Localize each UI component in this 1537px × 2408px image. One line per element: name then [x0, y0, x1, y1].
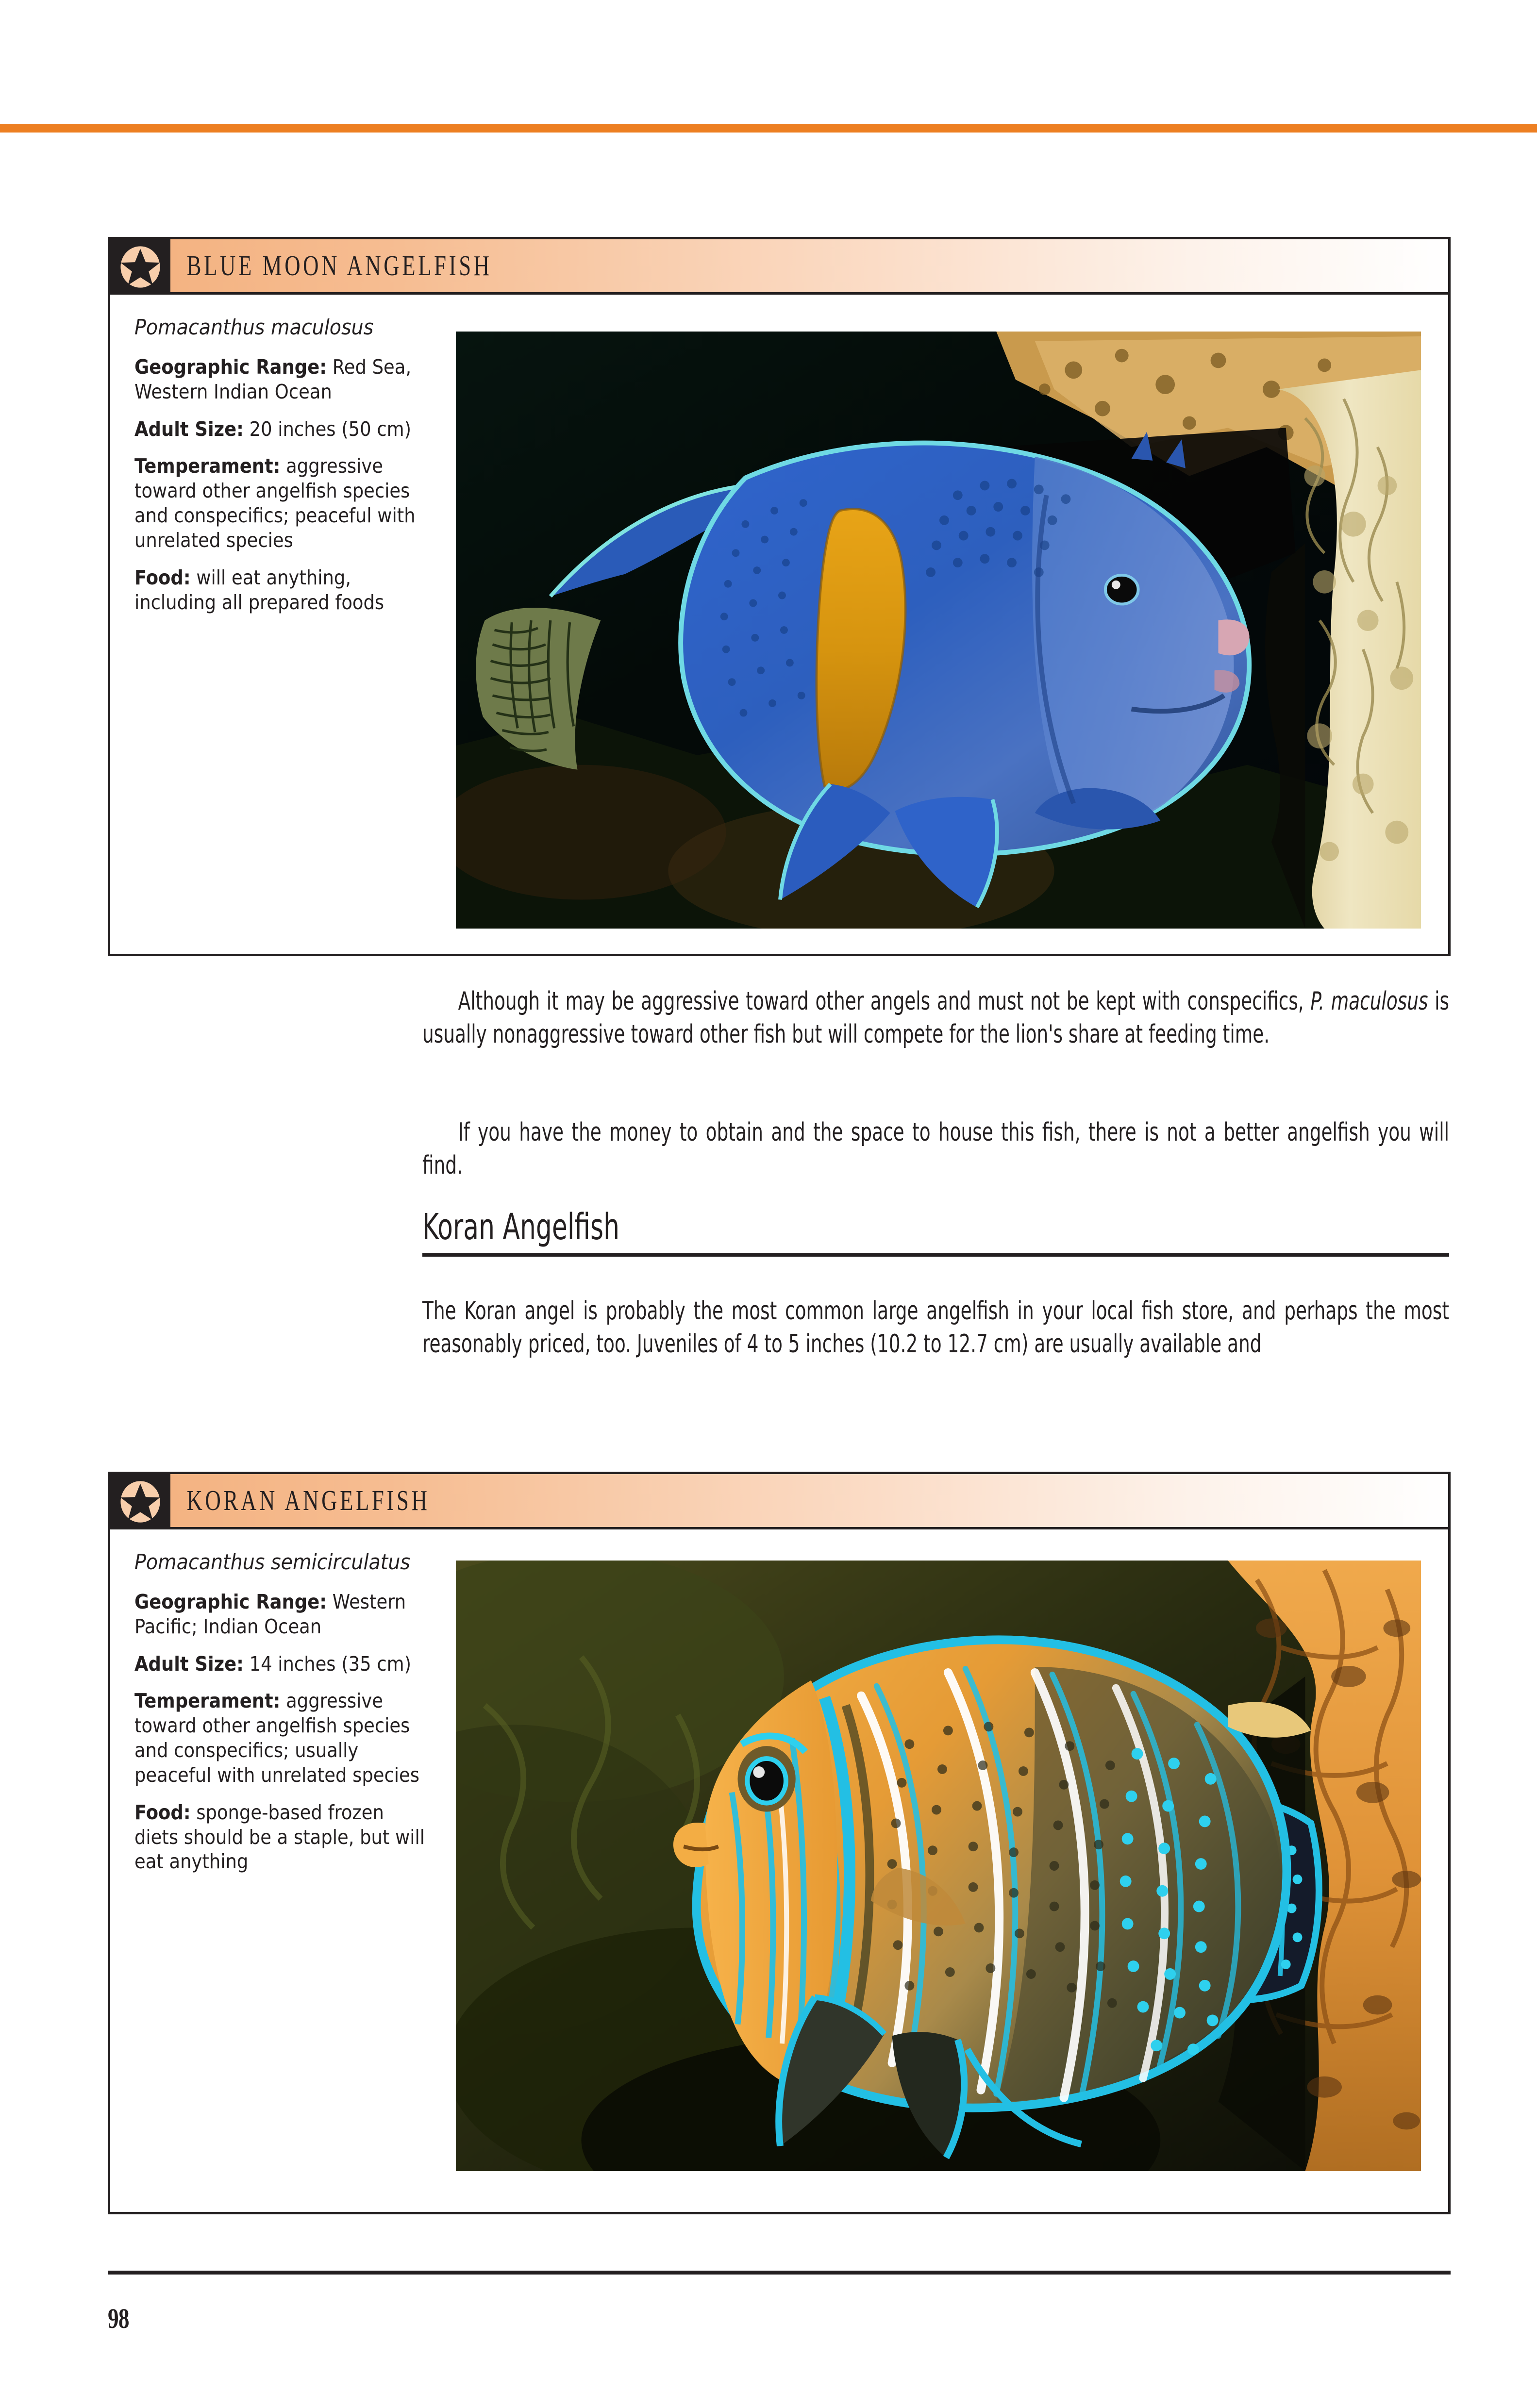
panel-header-bar — [170, 1474, 1448, 1529]
scientific-name: Pomacanthus maculosus — [134, 315, 374, 340]
fact-adult-size — [134, 417, 425, 442]
scientific-name: Pomacanthus semicirculatus — [134, 1550, 411, 1575]
fact-geographic-range — [134, 1590, 425, 1639]
star-icon — [115, 242, 166, 292]
body-paragraph-1 — [422, 985, 1449, 1051]
para1-part-a: Although it may be aggressive toward other angels and must not be kept with conspecifics, — [458, 987, 1311, 1016]
fact-food — [134, 1800, 425, 1874]
body-paragraph-3 — [422, 1295, 1449, 1361]
fact-geographic-range — [134, 355, 425, 404]
fact-label: Food: — [134, 565, 191, 589]
fact-value: aggressive toward other angelfish species and conspecifics; usually peaceful with unrelated species — [134, 1689, 419, 1787]
star-icon — [115, 1477, 166, 1527]
fact-value: Red Sea, Western Indian Ocean — [134, 355, 412, 403]
page-number: 98 — [108, 2303, 129, 2334]
fact-label: Geographic Range: — [134, 1590, 327, 1613]
badge-container — [110, 239, 170, 295]
panel-header — [110, 239, 1448, 295]
species-facts-koran — [134, 1550, 426, 1887]
fact-label: Temperament: — [134, 1689, 281, 1713]
section-heading-text: Koran Angelfish — [422, 1206, 619, 1248]
fact-value: 14 inches (35 cm) — [249, 1652, 411, 1676]
footer-rule — [108, 2271, 1451, 2275]
species-photo-koran — [456, 1561, 1421, 2171]
fact-label: Adult Size: — [134, 1652, 244, 1676]
species-panel-blue-moon — [108, 237, 1451, 956]
species-panel-koran — [108, 1472, 1451, 2214]
species-photo-blue-moon — [456, 332, 1421, 929]
panel-header-title: BLUE MOON ANGELFISH — [186, 249, 492, 282]
fact-temperament — [134, 1689, 425, 1787]
paragraph-text: The Koran angel is probably the most common large angelfish in your local fish store, and perhaps the most reasonably priced, too. Juveniles of 4 to 5 inches (10.2 to 12.7 cm) are usually available and — [422, 1296, 1449, 1359]
section-heading-koran-angelfish — [422, 1206, 1449, 1257]
fact-value: aggressive toward other angelfish species and conspecifics; peaceful with unrelated species — [134, 454, 416, 552]
fact-label: Adult Size: — [134, 417, 244, 441]
panel-header — [110, 1474, 1448, 1529]
section-heading-rule — [422, 1253, 1449, 1257]
body-paragraph-2 — [422, 1116, 1449, 1182]
fact-value: sponge-based frozen diets should be a staple, but will eat anything — [134, 1800, 425, 1874]
fact-adult-size — [134, 1652, 425, 1677]
photo-artwork — [456, 1561, 1421, 2171]
panel-header-bar — [170, 239, 1448, 295]
fact-value: 20 inches (50 cm) — [249, 417, 411, 441]
fact-label: Geographic Range: — [134, 355, 327, 379]
fact-food — [134, 565, 425, 615]
paragraph-text — [422, 985, 1449, 1051]
photo-artwork — [456, 332, 1421, 929]
paragraph-text: If you have the money to obtain and the space to house this fish, there is not a better angelfish you will find. — [422, 1118, 1449, 1180]
fact-value: will eat anything, including all prepared foods — [134, 565, 384, 614]
species-facts-blue-moon — [134, 315, 426, 627]
panel-header-title: KORAN ANGELFISH — [186, 1484, 430, 1517]
fact-label: Food: — [134, 1800, 191, 1824]
para1-species-italic: P. maculosus — [1310, 987, 1428, 1016]
fact-label: Temperament: — [134, 454, 281, 478]
badge-container — [110, 1474, 170, 1529]
fact-temperament — [134, 454, 425, 552]
top-accent-rule — [0, 124, 1537, 133]
fact-value: Western Pacific; Indian Ocean — [134, 1590, 406, 1638]
para1-part-b: is usually nonaggressive toward other fish but will compete for the lion's share at feeding time. — [422, 987, 1450, 1049]
